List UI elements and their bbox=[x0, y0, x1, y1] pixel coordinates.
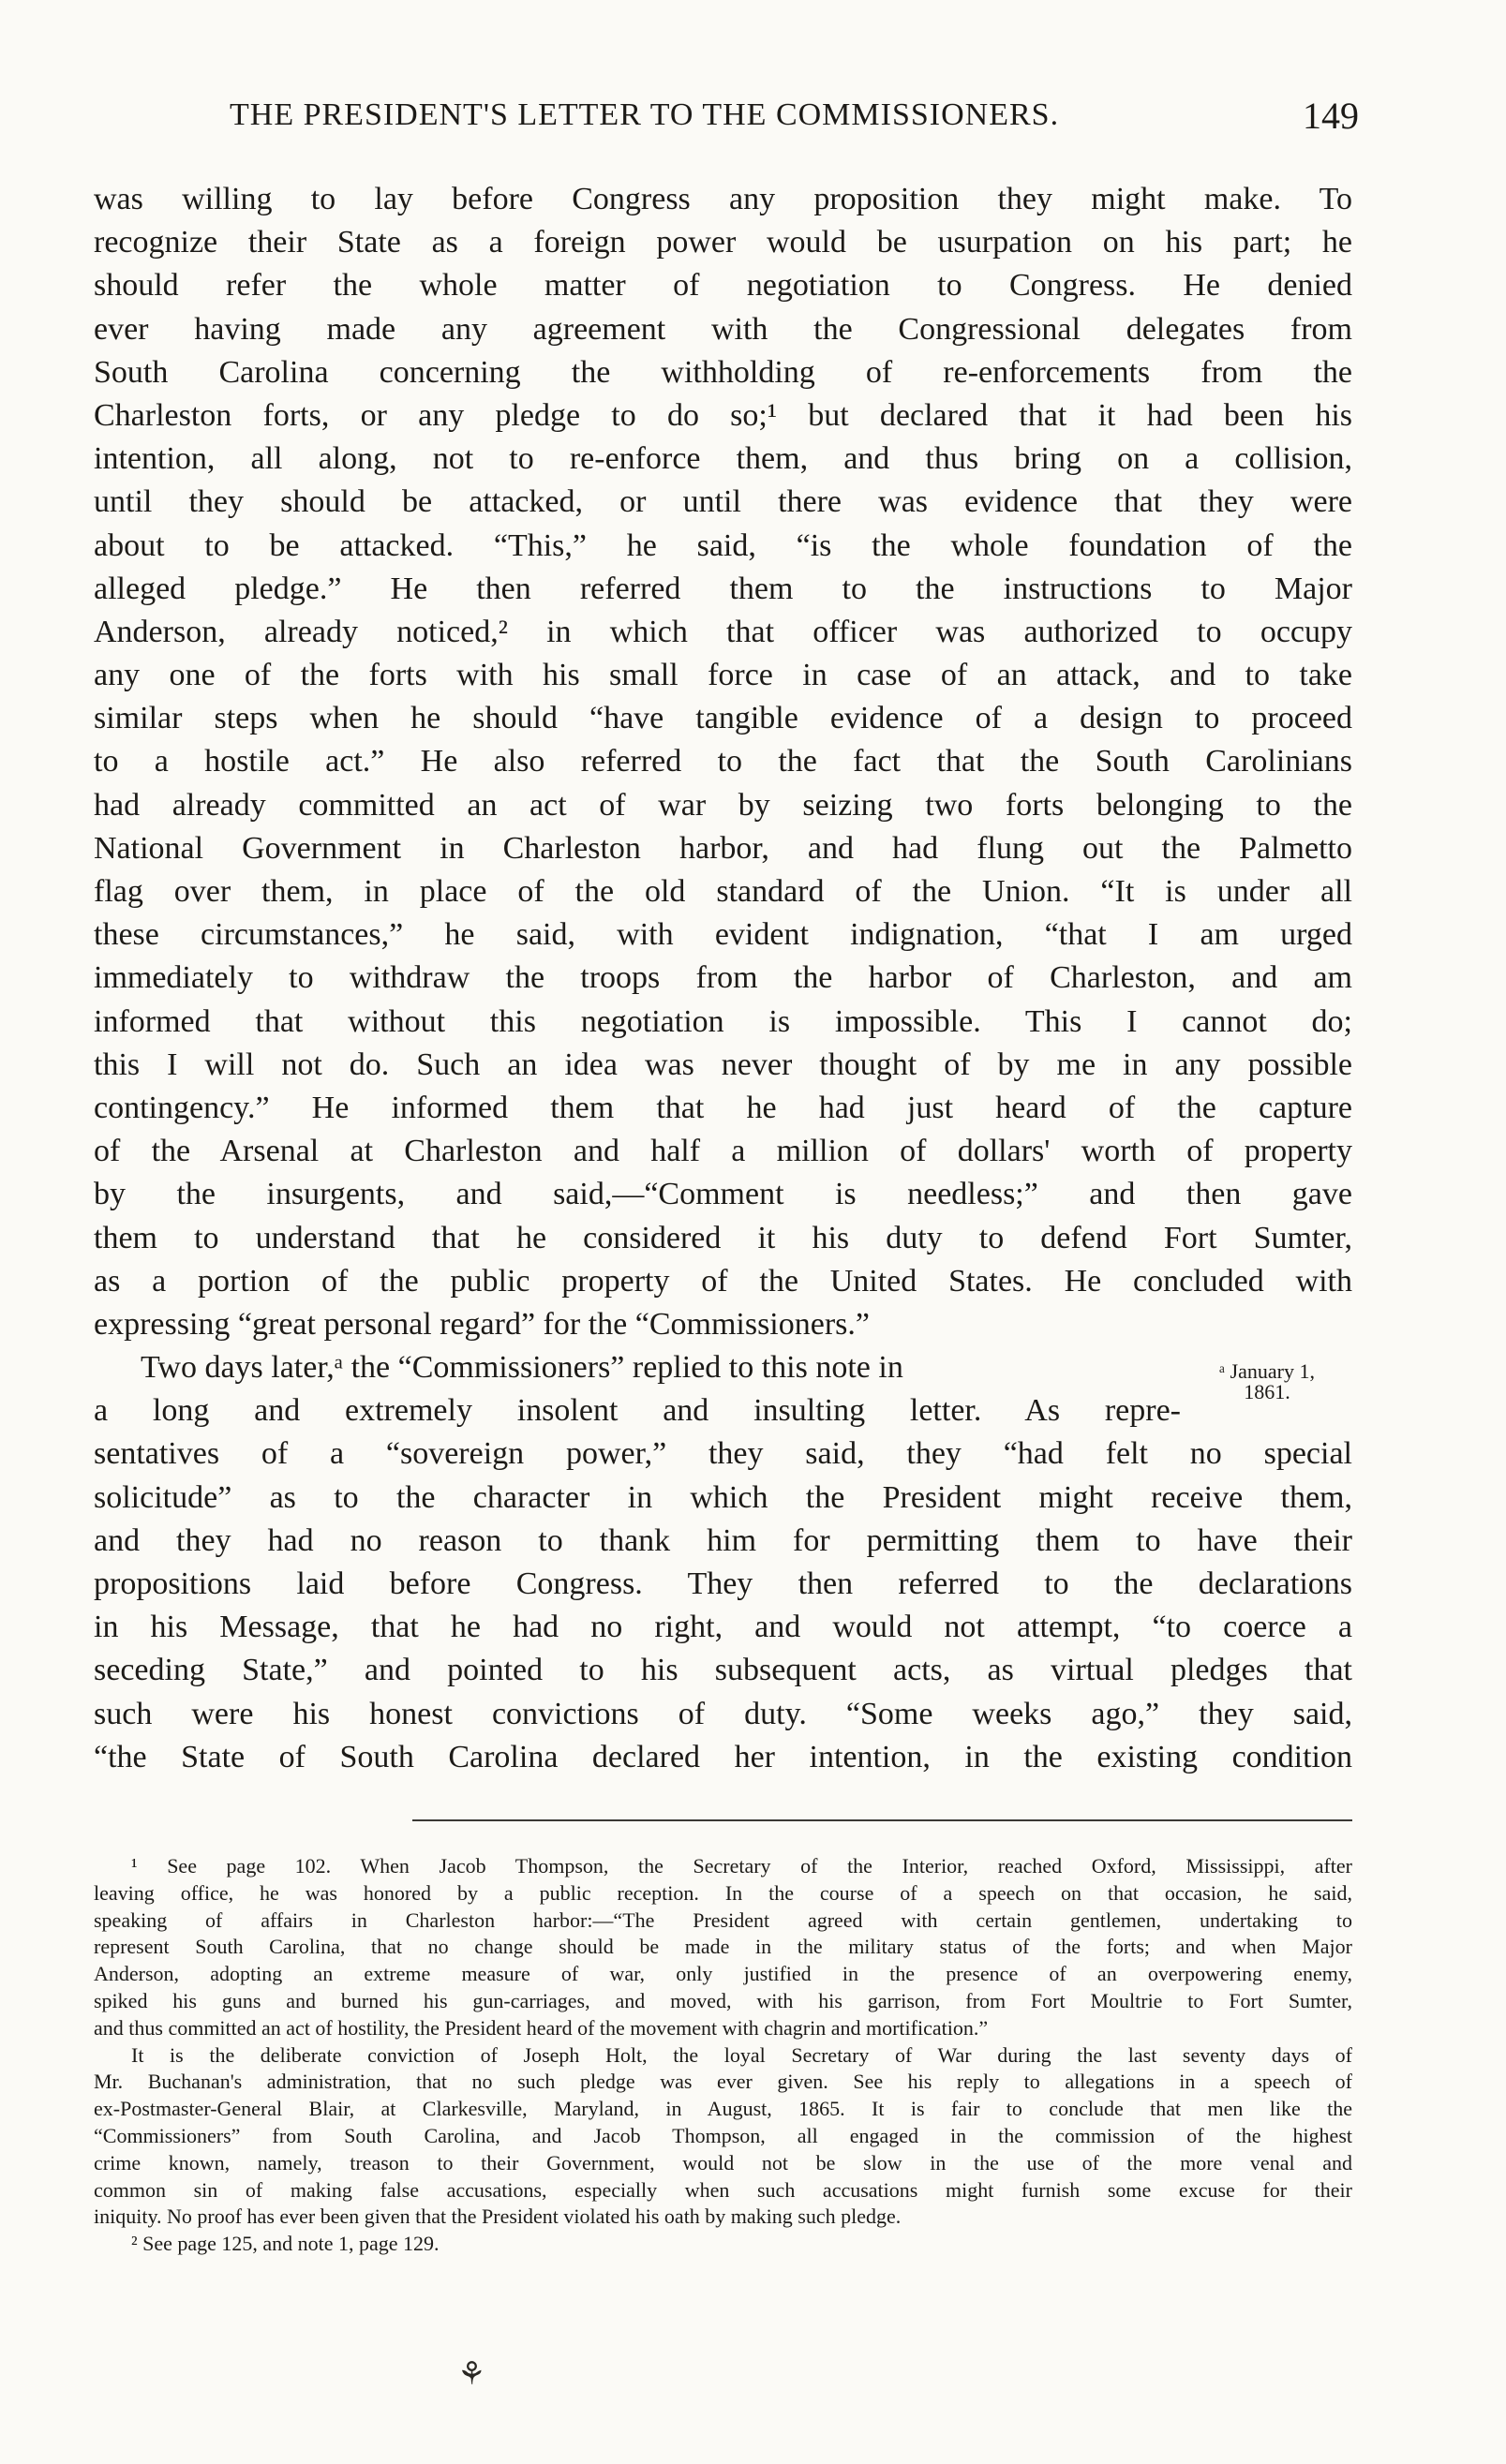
text-line: National Government in Charleston harbor, and had flung out the Palmetto bbox=[94, 830, 1352, 866]
margin-note-line: 1861. bbox=[1244, 1380, 1290, 1403]
text-line: ever having made any agreement with the Congressional delegates from bbox=[94, 311, 1352, 347]
footnotes bbox=[94, 1853, 1352, 2258]
footnote-line: iniquity. No proof has ever been given that the President violated his oath by making such pledge. bbox=[94, 2204, 902, 2229]
footnote-line: speaking of affairs in Charleston harbor:—“The President agreed with certain gentlemen, undertaking to bbox=[94, 1907, 1352, 1932]
footnote-line: ex-Postmaster-General Blair, at Clarkesville, Maryland, in August, 1865. It is fair to conclude that men like the bbox=[94, 2097, 1352, 2121]
text-line: contingency.” He informed them that he had just heard of the capture bbox=[94, 1090, 1352, 1125]
text-line: “the State of South Carolina declared her intention, in the existing condition bbox=[94, 1739, 1352, 1774]
text-line: these circumstances,” he said, with evident indignation, “that I am urged bbox=[94, 917, 1352, 953]
text-line: this I will not do. Such an idea was never thought of by me in any possible bbox=[94, 1046, 1352, 1082]
text-line: South Carolina concerning the withholding of re-enforcements from the bbox=[94, 354, 1352, 390]
printer-ornament-icon: ⚘ bbox=[457, 2357, 486, 2392]
main-text bbox=[94, 178, 1352, 1779]
footnote-divider bbox=[412, 1819, 1352, 1821]
text-line: in his Message, that he had no right, and would not attempt, “to coerce a bbox=[94, 1610, 1352, 1645]
text-line: sentatives of a “sovereign power,” they said, they “had felt no special bbox=[94, 1436, 1352, 1472]
text-line: Anderson, already noticed,² in which that officer was authorized to occupy bbox=[94, 614, 1352, 649]
footnote-line: Anderson, adopting an extreme measure of war, only justified in the presence of an overpowering enemy, bbox=[94, 1962, 1352, 1986]
text-line: Charleston forts, or any pledge to do so;¹ but declared that it had been his bbox=[94, 397, 1352, 433]
footnote-line: Mr. Buchanan's administration, that no such pledge was ever given. See his reply to allegations in a speech of bbox=[94, 2070, 1352, 2094]
text-line: such were his honest convictions of duty. “Some weeks ago,” they said, bbox=[94, 1696, 1352, 1731]
page-number: 149 bbox=[1303, 95, 1359, 137]
footnote-line: “Commissioners” from South Carolina, and Jacob Thompson, all engaged in the commission of the highest bbox=[94, 2123, 1352, 2147]
margin-date-note bbox=[1183, 1361, 1351, 1403]
text-line: immediately to withdraw the troops from the harbor of Charleston, and am bbox=[94, 960, 1352, 996]
margin-note-line: ᵃ January 1, bbox=[1219, 1359, 1315, 1383]
footnote-line: ² See page 125, and note 1, page 129. bbox=[131, 2232, 440, 2256]
text-line: a long and extremely insolent and insulting letter. As repre- bbox=[94, 1393, 1181, 1429]
text-line: expressing “great personal regard” for the “Commissioners.” bbox=[94, 1306, 870, 1342]
text-line: until they should be attacked, or until there was evidence that they were bbox=[94, 484, 1352, 520]
text-line: to a hostile act.” He also referred to the fact that the South Carolinians bbox=[94, 744, 1352, 779]
text-line: any one of the forts with his small force in case of an attack, and to take bbox=[94, 658, 1352, 693]
footnote-line: and thus committed an act of hostility, the President heard of the movement with chagrin and mortification.” bbox=[94, 2015, 989, 2040]
text-line: propositions laid before Congress. They then referred to the declarations bbox=[94, 1566, 1352, 1601]
text-line: about to be attacked. “This,” he said, “is the whole foundation of the bbox=[94, 527, 1352, 563]
text-line: informed that without this negotiation is impossible. This I cannot do; bbox=[94, 1003, 1352, 1039]
running-header bbox=[94, 94, 1359, 141]
text-line: solicitude” as to the character in which the President might receive them, bbox=[94, 1479, 1352, 1515]
footnote-line: leaving office, he was honored by a public reception. In the course of a speech on that occasion, he said, bbox=[94, 1880, 1352, 1905]
text-line: should refer the whole matter of negotiation to Congress. He denied bbox=[94, 268, 1352, 304]
text-line: by the insurgents, and said,—“Comment is needless;” and then gave bbox=[94, 1177, 1352, 1212]
footnote-line: common sin of making false accusations, especially when such accusations might furnish some excuse for their bbox=[94, 2177, 1352, 2202]
text-line: as a portion of the public property of the United States. He concluded with bbox=[94, 1263, 1352, 1299]
text-line: them to understand that he considered it his duty to defend Fort Sumter, bbox=[94, 1220, 1352, 1255]
text-line: flag over them, in place of the old standard of the Union. “It is under all bbox=[94, 874, 1352, 909]
text-line: recognize their State as a foreign power would be usurpation on his part; he bbox=[94, 225, 1352, 260]
text-line: intention, all along, not to re-enforce them, and thus bring on a collision, bbox=[94, 441, 1352, 477]
footnote-line: crime known, namely, treason to their Government, would not be slow in the use of the more venal and bbox=[94, 2150, 1352, 2175]
text-line: Two days later,ᵃ the “Commissioners” replied to this note in bbox=[141, 1350, 903, 1386]
footnote-line: represent South Carolina, that no change should be made in the military status of the forts; and when Major bbox=[94, 1935, 1352, 1959]
text-line: and they had no reason to thank him for permitting them to have their bbox=[94, 1522, 1352, 1558]
footnote-line: ¹ See page 102. When Jacob Thompson, the Secretary of the Interior, reached Oxford, Mississippi, after bbox=[131, 1854, 1352, 1878]
text-line: seceding State,” and pointed to his subsequent acts, as virtual pledges that bbox=[94, 1653, 1352, 1688]
text-line: similar steps when he should “have tangible evidence of a design to proceed bbox=[94, 701, 1352, 736]
footnote-line: spiked his guns and burned his gun-carriages, and moved, with his garrison, from Fort Moultrie to Fort Sumter, bbox=[94, 1988, 1352, 2012]
footnote-line: It is the deliberate conviction of Joseph Holt, the loyal Secretary of War during the last seventy days of bbox=[131, 2042, 1352, 2067]
text-line: alleged pledge.” He then referred them to the instructions to Major bbox=[94, 571, 1352, 606]
text-line: of the Arsenal at Charleston and half a million of dollars' worth of property bbox=[94, 1134, 1352, 1169]
text-line: had already committed an act of war by seizing two forts belonging to the bbox=[94, 787, 1352, 823]
text-line: was willing to lay before Congress any proposition they might make. To bbox=[94, 182, 1352, 216]
header-title: THE PRESIDENT'S LETTER TO THE COMMISSIONERS. bbox=[230, 97, 1060, 132]
